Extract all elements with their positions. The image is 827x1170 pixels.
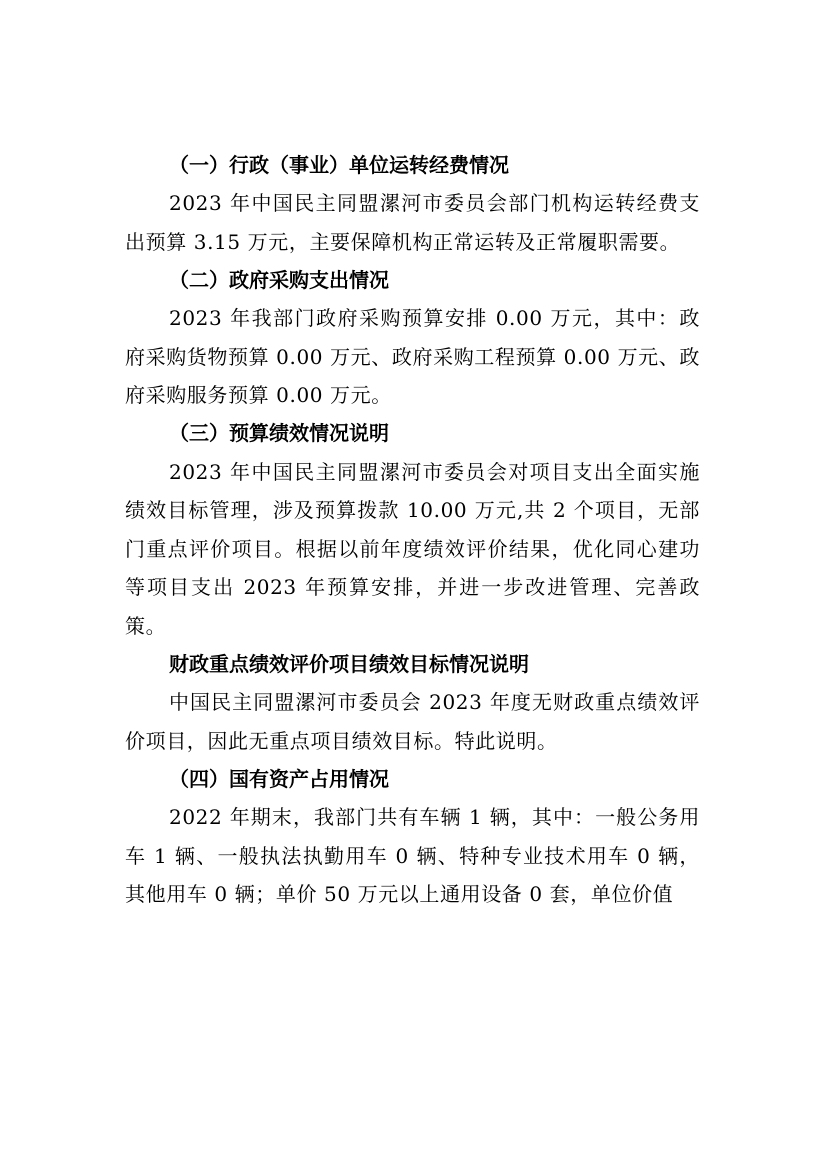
section-heading-budget-performance: （三）预算绩效情况说明: [169, 421, 389, 445]
section-paragraph-key-performance-evaluation: 中国民主同盟漯河市委员会 2023 年度无财政重点绩效评价项目，因此无重点项目绩效目标。特此说明。: [125, 690, 700, 753]
section-heading-operating-expenses: （一）行政（事业）单位运转经费情况: [169, 152, 509, 177]
document-body: [125, 146, 700, 914]
section-paragraph-budget-performance: 2023 年中国民主同盟漯河市委员会对项目支出全面实施绩效目标管理，涉及预算拨款 10.00 万元,共 2 个项目，无部门重点评价项目。根据以前年度绩效评价结果，优化同心建功等项目支出 2023 年预算安排，并进一步改进管理、完善政策。: [125, 459, 700, 638]
section-heading-government-procurement: （二）政府采购支出情况: [169, 267, 389, 292]
section-paragraph-operating-expenses: 2023 年中国民主同盟漯河市委员会部门机构运转经费支出预算 3.15 万元，主要保障机构正常运转及正常履职需要。: [125, 191, 700, 254]
section-paragraph-government-procurement: 2023 年我部门政府采购预算安排 0.00 万元，其中：政府采购货物预算 0.00 万元、政府采购工程预算 0.00 万元、政府采购服务预算 0.00 万元。: [125, 306, 700, 407]
section-heading-key-performance-evaluation: 财政重点绩效评价项目绩效目标情况说明: [169, 651, 529, 676]
section-heading-state-assets: （四）国有资产占用情况: [169, 766, 389, 791]
section-paragraph-state-assets: 2022 年期末，我部门共有车辆 1 辆，其中：一般公务用车 1 辆、一般执法执勤用车 0 辆、特种专业技术用车 0 辆，其他用车 0 辆；单价 50 万元以上通用设备 0 套，单位价值: [125, 805, 700, 906]
